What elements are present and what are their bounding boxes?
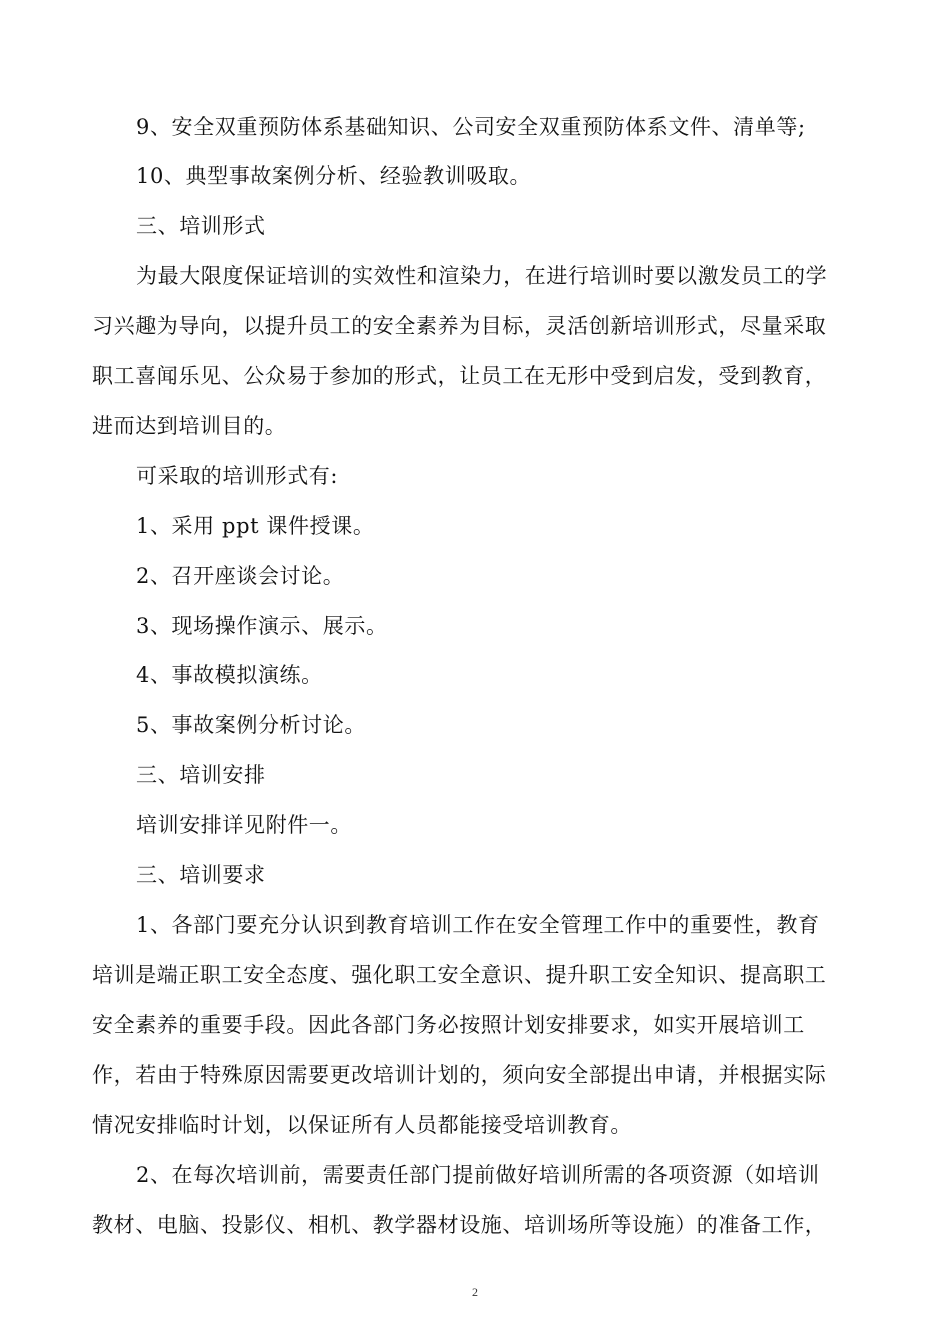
paragraph-line: 1、各部门要充分认识到教育培训工作在安全管理工作中的重要性，教育 <box>136 913 820 937</box>
paragraph-line: 教材、电脑、投影仪、相机、教学器材设施、培训场所等设施）的准备工作， <box>92 1213 827 1237</box>
paragraph-line: 习兴趣为导向，以提升员工的安全素养为目标，灵活创新培训形式，尽量采取 <box>92 314 827 338</box>
paragraph-line: 为最大限度保证培训的实效性和渲染力，在进行培训时要以激发员工的学 <box>136 264 828 288</box>
text-line-item-10: 10、典型事故案例分析、经验教训吸取。 <box>136 164 532 188</box>
list-intro: 可采取的培训形式有: <box>136 464 339 488</box>
paragraph-line: 职工喜闻乐见、公众易于参加的形式，让员工在无形中受到启发，受到教育， <box>92 364 827 388</box>
paragraph-line: 培训是端正职工安全态度、强化职工安全意识、提升职工安全知识、提高职工 <box>92 963 827 987</box>
list-item: 2、召开座谈会讨论。 <box>136 564 345 588</box>
section-heading-training-requirements: 三、培训要求 <box>136 863 266 887</box>
section-heading-training-schedule: 三、培训安排 <box>136 763 266 787</box>
list-item: 3、现场操作演示、展示。 <box>136 614 388 638</box>
list-item: 5、事故案例分析讨论。 <box>136 713 366 737</box>
list-item: 1、采用 ppt 课件授课。 <box>136 514 375 538</box>
page-number: 2 <box>472 1285 478 1299</box>
paragraph-line: 安全素养的重要手段。因此各部门务必按照计划安排要求，如实开展培训工 <box>92 1013 805 1037</box>
text-line-item-9: 9、安全双重预防体系基础知识、公司安全双重预防体系文件、清单等; <box>136 115 806 139</box>
paragraph-line: 情况安排临时计划，以保证所有人员都能接受培训教育。 <box>92 1113 632 1137</box>
paragraph-line: 培训安排详见附件一。 <box>136 813 352 837</box>
paragraph-line: 作，若由于特殊原因需要更改培训计划的，须向安全部提出申请，并根据实际 <box>92 1063 827 1087</box>
paragraph-line: 进而达到培训目的。 <box>92 414 287 438</box>
list-item: 4、事故模拟演练。 <box>136 663 323 687</box>
paragraph-line: 2、在每次培训前，需要责任部门提前做好培训所需的各项资源（如培训 <box>136 1163 820 1187</box>
section-heading-training-form: 三、培训形式 <box>136 214 266 238</box>
